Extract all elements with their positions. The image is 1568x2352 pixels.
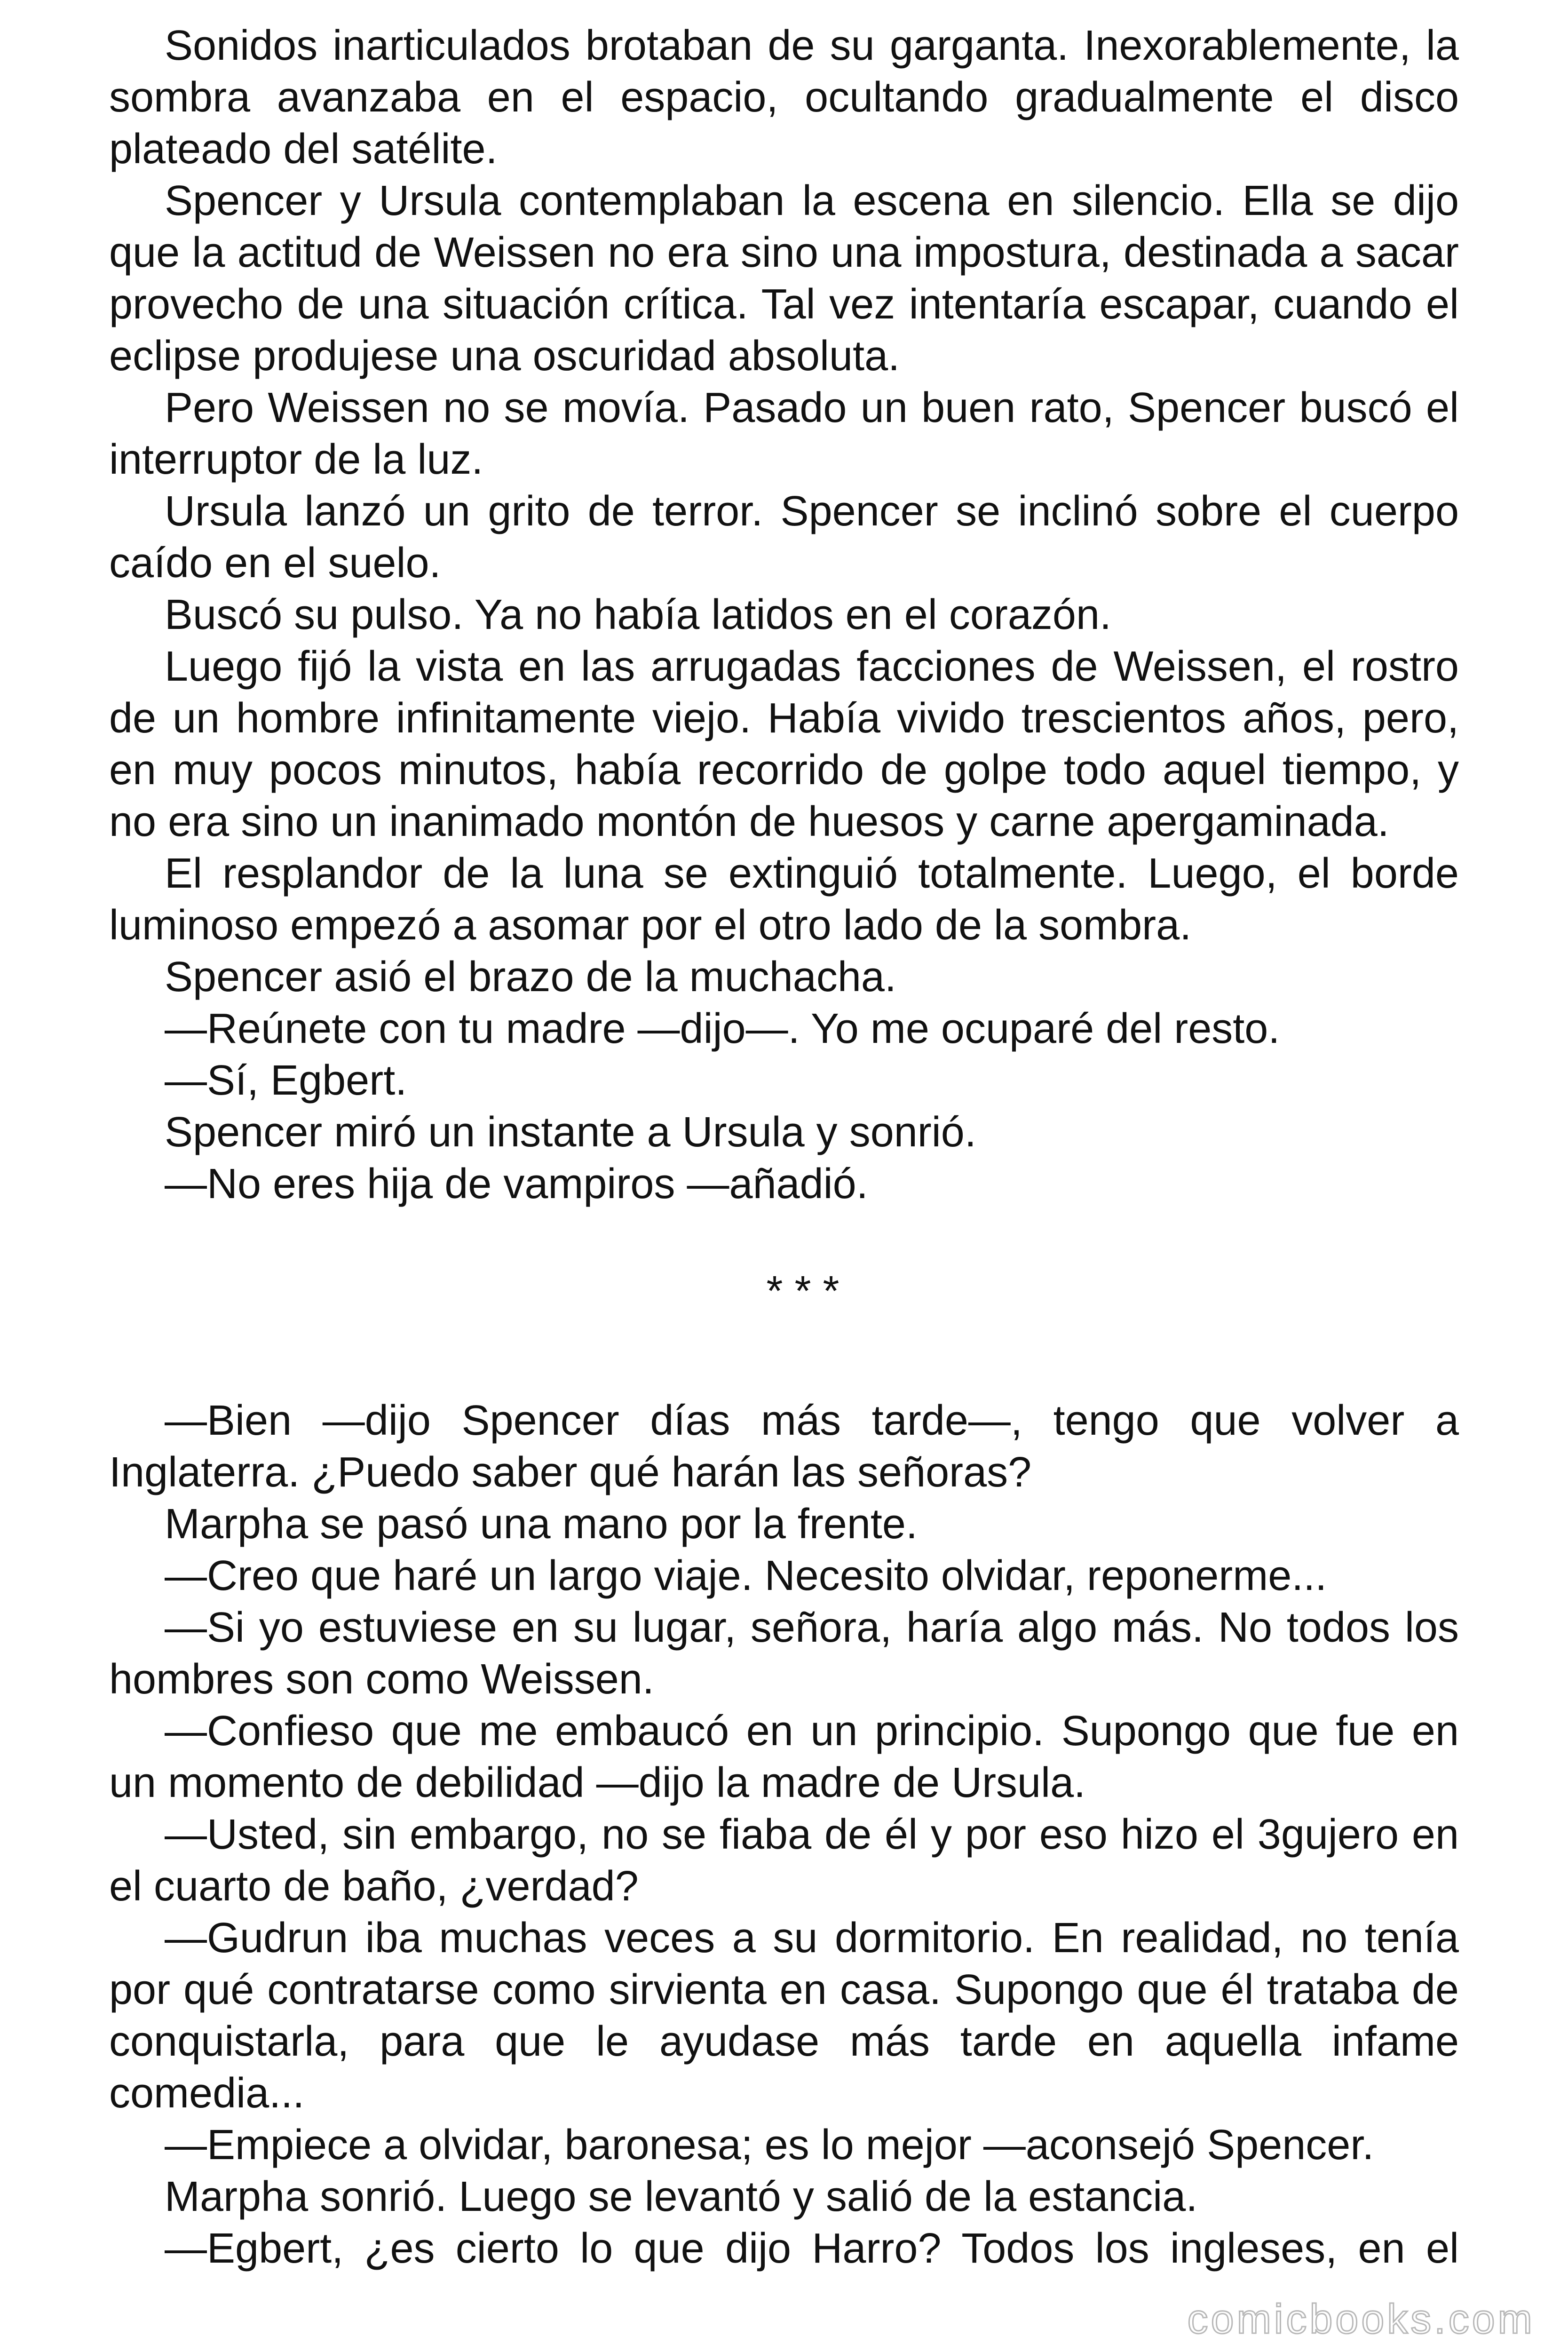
paragraph: Marpha sonrió. Luego se levantó y salió de la estancia. bbox=[165, 2173, 1198, 2220]
paragraph: Spencer miró un instante a Ursula y sonrió. bbox=[165, 1109, 976, 1156]
paragraph: —Egbert, ¿es cierto lo que dijo Harro? Todos los ingleses, en el bbox=[165, 2225, 1459, 2272]
paragraph: —Usted, sin embargo, no se fiaba de él y por eso hizo el 3gujero en el cuarto de baño, ¿verdad? bbox=[109, 1811, 1459, 1910]
paragraph: Marpha se pasó una mano por la frente. bbox=[165, 1501, 918, 1548]
paragraph: Pero Weissen no se movía. Pasado un buen rato, Spencer buscó el interruptor de la luz. bbox=[109, 384, 1459, 483]
paragraph: —No eres hija de vampiros —añadió. bbox=[165, 1160, 868, 1208]
paragraph: Buscó su pulso. Ya no había latidos en el corazón. bbox=[165, 591, 1112, 638]
paragraph: —Confieso que me embaucó en un principio. Supongo que fue en un momento de debilidad —dijo la madre de Ursula. bbox=[109, 1708, 1459, 1806]
paragraph: Spencer asió el brazo de la muchacha. bbox=[165, 954, 896, 1001]
paragraph: Ursula lanzó un grito de terror. Spencer se inclinó sobre el cuerpo caído en el suelo. bbox=[109, 488, 1459, 587]
section-separator: * * * bbox=[766, 1268, 839, 1315]
paragraph: —Reúnete con tu madre —dijo—. Yo me ocuparé del resto. bbox=[165, 1005, 1280, 1052]
text-section-one bbox=[109, 20, 1459, 1210]
paragraph: Spencer y Ursula contemplaban la escena en silencio. Ella se dijo que la actitud de Weissen no era sino una impostura, destinada a sacar provecho de una situación crítica. Tal vez intentaría escapar, cuando el eclipse produjese una oscuridad absoluta. bbox=[109, 177, 1459, 380]
paragraph: Sonidos inarticulados brotaban de su garganta. Inexorablemente, la sombra avanzaba en el espacio, ocultando gradualmente el disco plateado del satélite. bbox=[109, 22, 1459, 173]
paragraph: —Si yo estuviese en su lugar, señora, haría algo más. No todos los hombres son como Weissen. bbox=[109, 1604, 1459, 1703]
paragraph: —Gudrun iba muchas veces a su dormitorio. En realidad, no tenía por qué contratarse como sirvienta en casa. Supongo que él trataba de conquistarla, para que le ayudase más tarde en aquella infame comedia... bbox=[109, 1915, 1459, 2117]
paragraph: Luego fijó la vista en las arrugadas facciones de Weissen, el rostro de un hombre infinitamente viejo. Había vivido trescientos años, pero, en muy pocos minutos, había recorrido de golpe todo aquel tiempo, y no era sino un inanimado montón de huesos y carne apergaminada. bbox=[109, 643, 1459, 845]
paragraph: —Bien —dijo Spencer días más tarde—, tengo que volver a Inglaterra. ¿Puedo saber qué harán las señoras? bbox=[109, 1397, 1459, 1496]
watermark: comicbooks.com bbox=[1187, 2296, 1535, 2342]
paragraph: —Empiece a olvidar, baronesa; es lo mejor —aconsejó Spencer. bbox=[165, 2122, 1374, 2169]
paragraph: —Creo que haré un largo viaje. Necesito olvidar, reponerme... bbox=[165, 1552, 1327, 1599]
paragraph: El resplandor de la luna se extinguió totalmente. Luego, el borde luminoso empezó a asomar por el otro lado de la sombra. bbox=[109, 850, 1459, 949]
paragraph: —Sí, Egbert. bbox=[165, 1057, 407, 1104]
text-section-two bbox=[109, 1395, 1459, 2274]
